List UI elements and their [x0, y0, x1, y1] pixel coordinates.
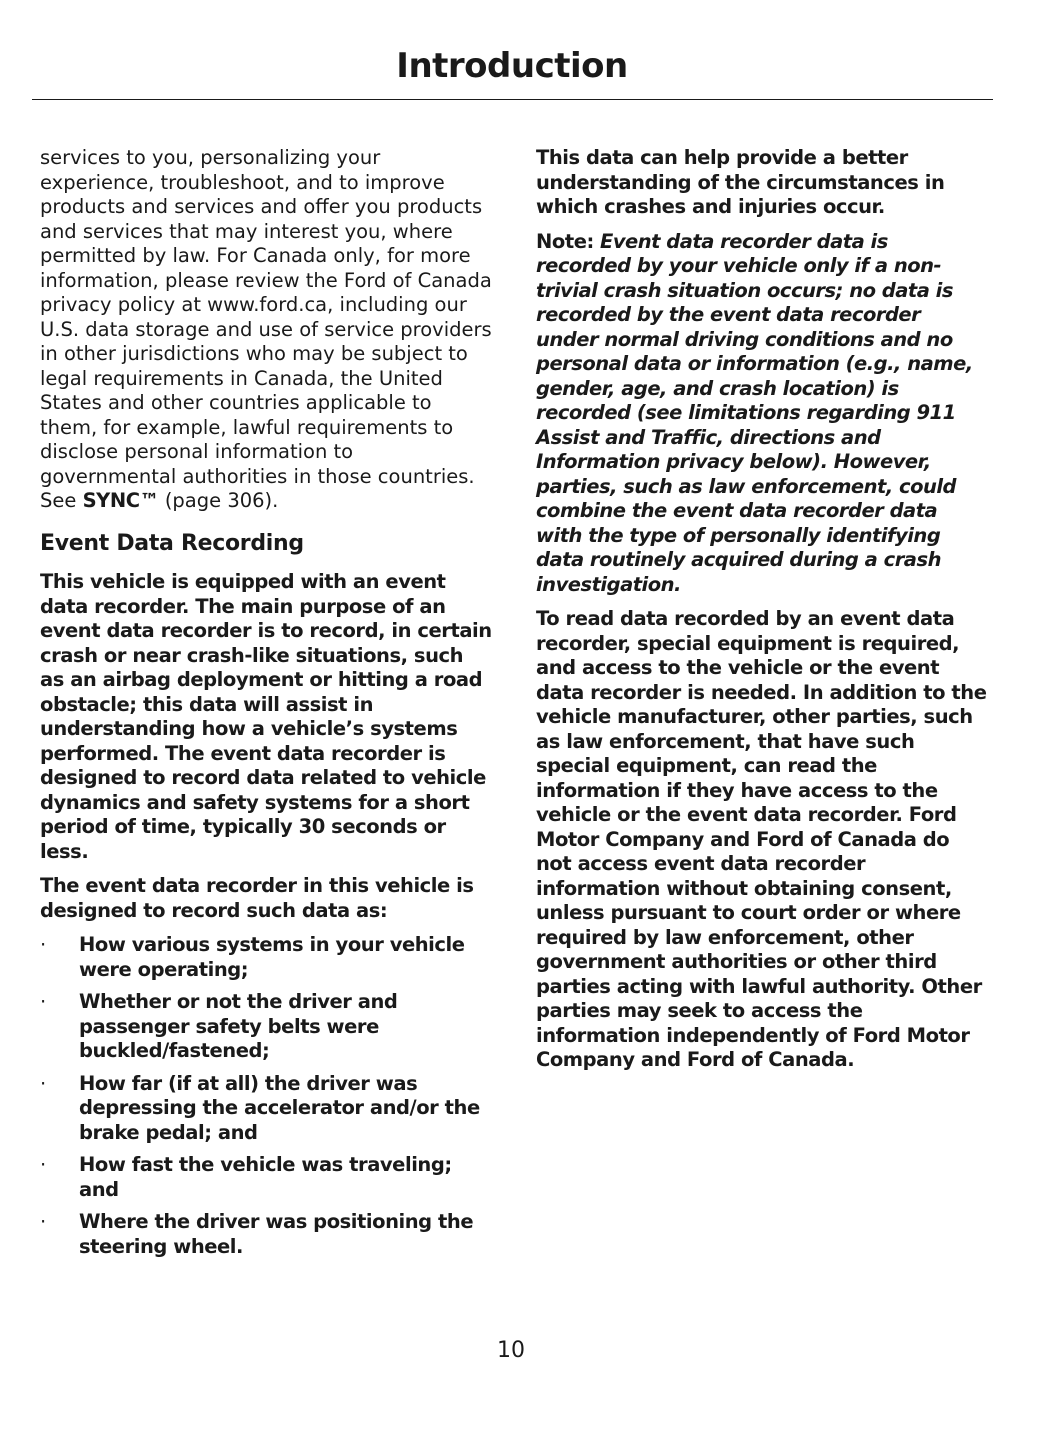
sync-link[interactable]: SYNC™ [82, 489, 159, 512]
recorded-data-list [40, 933, 492, 1259]
list-item [40, 1210, 492, 1259]
note-label: Note: [536, 229, 594, 253]
header-divider [32, 99, 993, 100]
list-item-text: How various systems in your vehicle were operating; [79, 933, 465, 981]
list-item [40, 1153, 492, 1202]
right-column [536, 146, 988, 1083]
list-item [40, 990, 492, 1064]
bullet-icon: · [40, 933, 46, 956]
list-item [40, 933, 492, 982]
list-item-text: How fast the vehicle was traveling; and [79, 1153, 452, 1201]
list-item [40, 1072, 492, 1146]
page-title: Introduction [396, 46, 628, 86]
data-access-paragraph: To read data recorded by an event data recorder, special equipment is required, and access to the vehicle or the event data recorder is needed. In addition to the vehicle manufacturer, other parties, such as law enforcement, that have such special equipment, can read the information if they have access to the vehicle or the event data recorder. Ford Motor Company and Ford of Canada do not access event data recorder information without obtaining consent, unless pursuant to court order or where required by law enforcement, other government authorities or other third parties acting with lawful authority. Other parties may seek to access the information independently of Ford Motor Company and Ford of Canada. [536, 607, 987, 1071]
note-text: Event data recorder data is recorded by your vehicle only if a non-trivial crash situation occurs; no data is recorded by the event data recorder under normal driving conditions and no personal data or information (e.g., name, gender, age, and crash location) is recorded (see limitations regarding 911 Assist and Traffic, directions and Information privacy below). However, parties, such as law enforcement, could combine the event data recorder data with the type of personally identifying data routinely acquired during a crash investigation. [536, 229, 973, 596]
bullet-icon: · [40, 1153, 46, 1176]
edr-purpose-paragraph: This vehicle is equipped with an event data recorder. The main purpose of an event data recorder is to record, in certain crash or near crash-like situations, such as an airbag deployment or hitting a road obstacle; this data will assist in understanding how a vehicle’s systems performed. The event data recorder is designed to record data related to vehicle dynamics and safety systems for a short period of time, typically 30 seconds or less. [40, 570, 492, 863]
left-column [40, 146, 492, 1267]
edr-record-intro-paragraph: The event data recorder in this vehicle is designed to record such data as: [40, 874, 474, 922]
note-paragraph [536, 230, 988, 598]
bullet-icon: · [40, 990, 46, 1013]
crash-understanding-paragraph: This data can help provide a better understanding of the circumstances in which crashes and injuries occur. [536, 146, 945, 218]
sync-page-ref: (page 306). [158, 489, 279, 512]
section-heading-event-data-recording: Event Data Recording [40, 530, 304, 556]
list-item-text: Where the driver was positioning the steering wheel. [79, 1210, 474, 1258]
bullet-icon: · [40, 1071, 46, 1095]
list-item-text: Whether or not the driver and passenger safety belts were buckled/fastened; [79, 990, 398, 1062]
intro-text: services to you, personalizing your experience, troubleshoot, and to improve products and services and offer you products and services that may interest you, where permitted by law. For Canada only, for more information, please review the Ford of Canada privacy policy at www.ford.ca, including our U.S. data storage and use of service providers in other jurisdictions who may be subject to legal requirements in Canada, the United States and other countries applicable to them, for example, lawful requirements to disclose personal information to governmental authorities in those countries. See [40, 146, 492, 512]
page-number: 10 [497, 1338, 525, 1363]
intro-paragraph [40, 146, 492, 514]
list-item-text: How far (if at all) the driver was depressing the accelerator and/or the brake pedal; and [79, 1071, 480, 1144]
bullet-icon: · [40, 1210, 46, 1233]
